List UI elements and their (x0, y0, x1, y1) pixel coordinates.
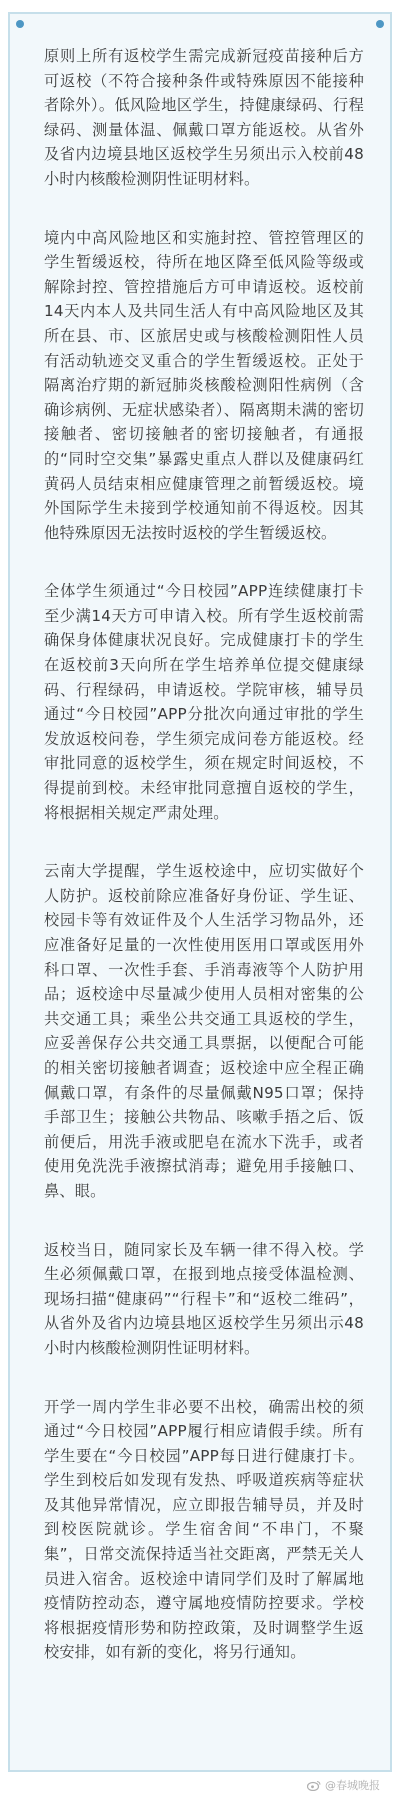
watermark-text: @春城晚报 (325, 1779, 380, 1792)
paragraph-health-checkin: 全体学生须通过“今日校园”APP连续健康打卡至少满14天方可申请入校。所有学生返校前需确保身体健康状况良好。完成健康打卡的学生在返校前3天向所在学生培养单位提交健康绿码、行程绿码，申请返校。学院审核，辅导员通过“今日校园”APP分批次向通过审批的学生发放返校问卷，学生须完成问卷方能返校。经审批同意的返校学生，须在规定时间返校，不得提前到校。未经审批同意擅自返校的学生，将根据相关规定严肃处理。 (44, 582, 364, 822)
paragraph-return-day: 返校当日，随同家长及车辆一律不得入校。学生必须佩戴口罩，在报到地点接受体温检测、现场扫描“健康码”“行程卡”和“返校二维码”，从省外及省内边境县地区返校学生另须出示48小时内核酸检测阴性证明材料。 (44, 1240, 364, 1357)
paragraph-personal-protection: 云南大学提醒，学生返校途中，应切实做好个人防护。返校前除应准备好身份证、学生证、校园卡等有效证件及个人生活学习物品外，还应准备好足量的一次性使用医用口罩或医用外科口罩、一次性手套、手消毒液等个人防护用品；返校途中尽量减少使用人员相对密集的公共交通工具；乘坐公共交通工具返校的学生，应妥善保存公共交通工具票据，以便配合可能的相关密切接触者调查；返校途中应全程正确佩戴口罩，有条件的尽量佩戴N95口罩；保持手部卫生；接触公共物品、咳嗽手捂之后、饭前便后，用洗手液或肥皂在流水下洗手，或者使用免洗洗手液擦拭消毒；避免用手接触口、鼻、眼。 (44, 862, 364, 1200)
paragraph-after-arrival: 开学一周内学生非必要不出校，确需出校的须通过“今日校园”APP履行相应请假手续。所有学生要在“今日校园”APP每日进行健康打卡。学生到校后如发现有发热、呼吸道疾病等症状及其他异常情况，应立即报告辅导员，并及时到校医院就诊。学生宿舍间“不串门，不聚集”，日常交流保持适当社交距离，严禁无关人员进入宿舍。返校途中请同学们及时了解属地疫情防控动态，遵守属地疫情防控要求。学校将根据疫情形势和防控政策，及时调整学生返校安排，如有新的变化，将另行通知。 (44, 1397, 364, 1662)
notice-frame (8, 12, 392, 1772)
weibo-icon (307, 1780, 321, 1791)
corner-dot-right (376, 20, 384, 28)
paragraph-vaccination: 原则上所有返校学生需完成新冠疫苗接种后方可返校（不符合接种条件或特殊原因不能接种者除外）。低风险地区学生，持健康绿码、行程绿码、测量体温、佩戴口罩方能返校。从省外及省内边境县地区返校学生另须出示入校前48小时内核酸检测阴性证明材料。 (44, 47, 364, 188)
corner-dot-left (16, 20, 24, 28)
watermark (307, 1777, 380, 1793)
paragraph-delayed-return: 境内中高风险地区和实施封控、管控管理区的学生暂缓返校，待所在地区降至低风险等级或解除封控、管控措施后方可申请返校。返校前14天内本人及共同生活人有中高风险地区及其所在县、市、区旅居史或与核酸检测阳性人员有活动轨迹交叉重合的学生暂缓返校。正处于隔离治疗期的新冠肺炎核酸检测阳性病例（含确诊病例、无症状感染者）、隔离期未满的密切接触者、密切接触者的密切接触者，有通报的“同时空交集”暴露史重点人群以及健康码红黄码人员结束相应健康管理之前暂缓返校。境外国际学生未接到学校通知前不得返校。因其他特殊原因无法按时返校的学生暂缓返校。 (44, 228, 364, 542)
